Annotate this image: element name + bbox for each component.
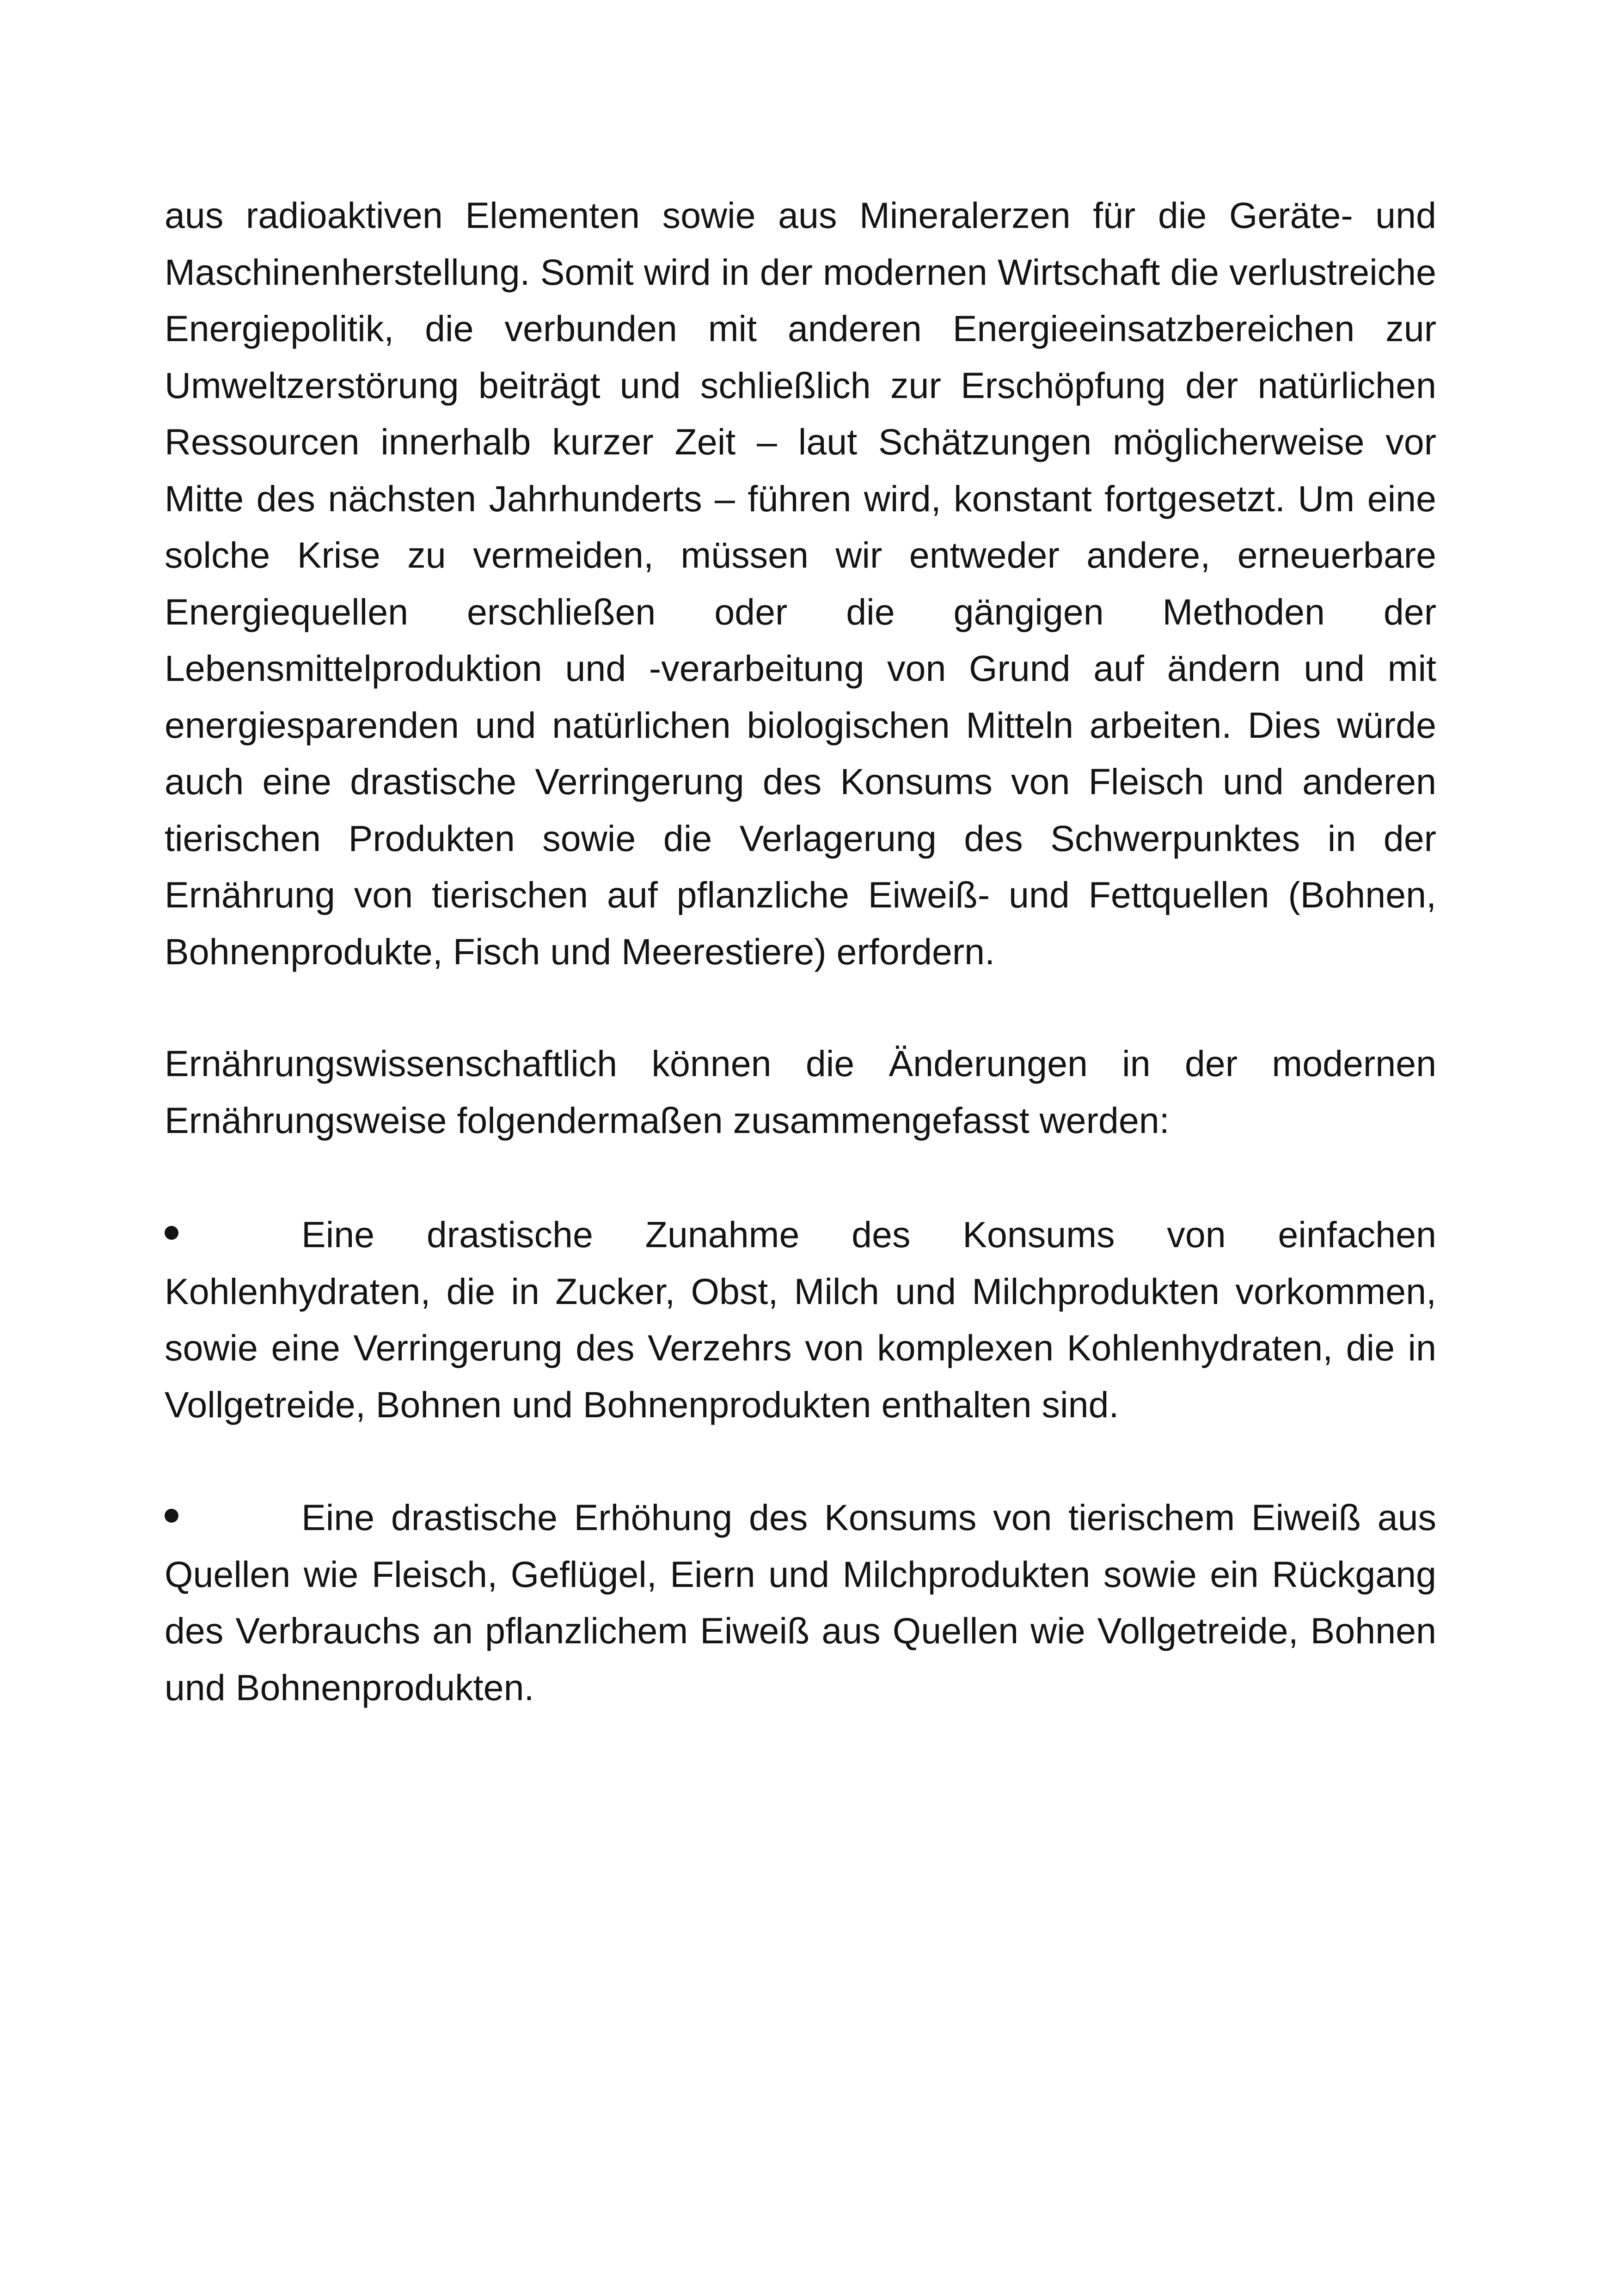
bullet-text: Eine drastische Zunahme des Konsums von einfachen Kohlenhydraten, die in Zucker, Obst, Milch und Milchprodukten vorkommen, sowie eine Verringerung des Verzehrs von komplexen Kohlenhydraten, die in Vollgetreide, Bohnen und Bohnenprodukten enthalten sind. (165, 1214, 1436, 1425)
bullet-dot-icon (165, 1509, 178, 1523)
bullet-item-protein (165, 1489, 1436, 1716)
paragraph-spacer (165, 1433, 1436, 1489)
paragraph-spacer (165, 1149, 1436, 1206)
paragraph-spacer (165, 980, 1436, 1035)
document-body (165, 187, 1436, 1716)
body-paragraph-summary-intro: Ernährungswissenschaftlich können die Änderungen in der modernen Ernährungsweise folgendermaßen zusammengefasst werden: (165, 1043, 1436, 1141)
bullet-item-carbohydrates (165, 1206, 1436, 1433)
body-paragraph-energy: aus radioaktiven Elementen sowie aus Mineralerzen für die Geräte- und Maschinenherstellung. Somit wird in der modernen Wirtschaft die verlustreiche Energiepolitik, die verbunden mit anderen Energieeinsatzbereichen zur Umweltzerstörung beiträgt und schließlich zur Erschöpfung der natürlichen Ressourcen innerhalb kurzer Zeit – laut Schätzungen möglicherweise vor Mitte des nächsten Jahrhunderts – führen wird, konstant fortgesetzt. Um eine solche Krise zu vermeiden, müssen wir entweder andere, erneuerbare Energiequellen erschließen oder die gängigen Methoden der Lebensmittelproduktion und -verarbeitung von Grund auf ändern und mit energiesparenden und natürlichen biologischen Mitteln arbeiten. Dies würde auch eine drastische Verringerung des Konsums von Fleisch und anderen tierischen Produkten sowie die Verlagerung des Schwerpunktes in der Ernährung von tierischen auf pflanzliche Eiweiß- und Fettquellen (Bohnen, Bohnenprodukte, Fisch und Meerestiere) erfordern. (165, 195, 1436, 972)
bullet-dot-icon (165, 1226, 178, 1240)
bullet-text: Eine drastische Erhöhung des Konsums von tierischem Eiweiß aus Quellen wie Fleisch, Geflügel, Eiern und Milchprodukten sowie ein Rückgang des Verbrauchs an pflanzlichem Eiweiß aus Quellen wie Vollgetreide, Bohnen und Bohnenprodukten. (165, 1497, 1436, 1708)
